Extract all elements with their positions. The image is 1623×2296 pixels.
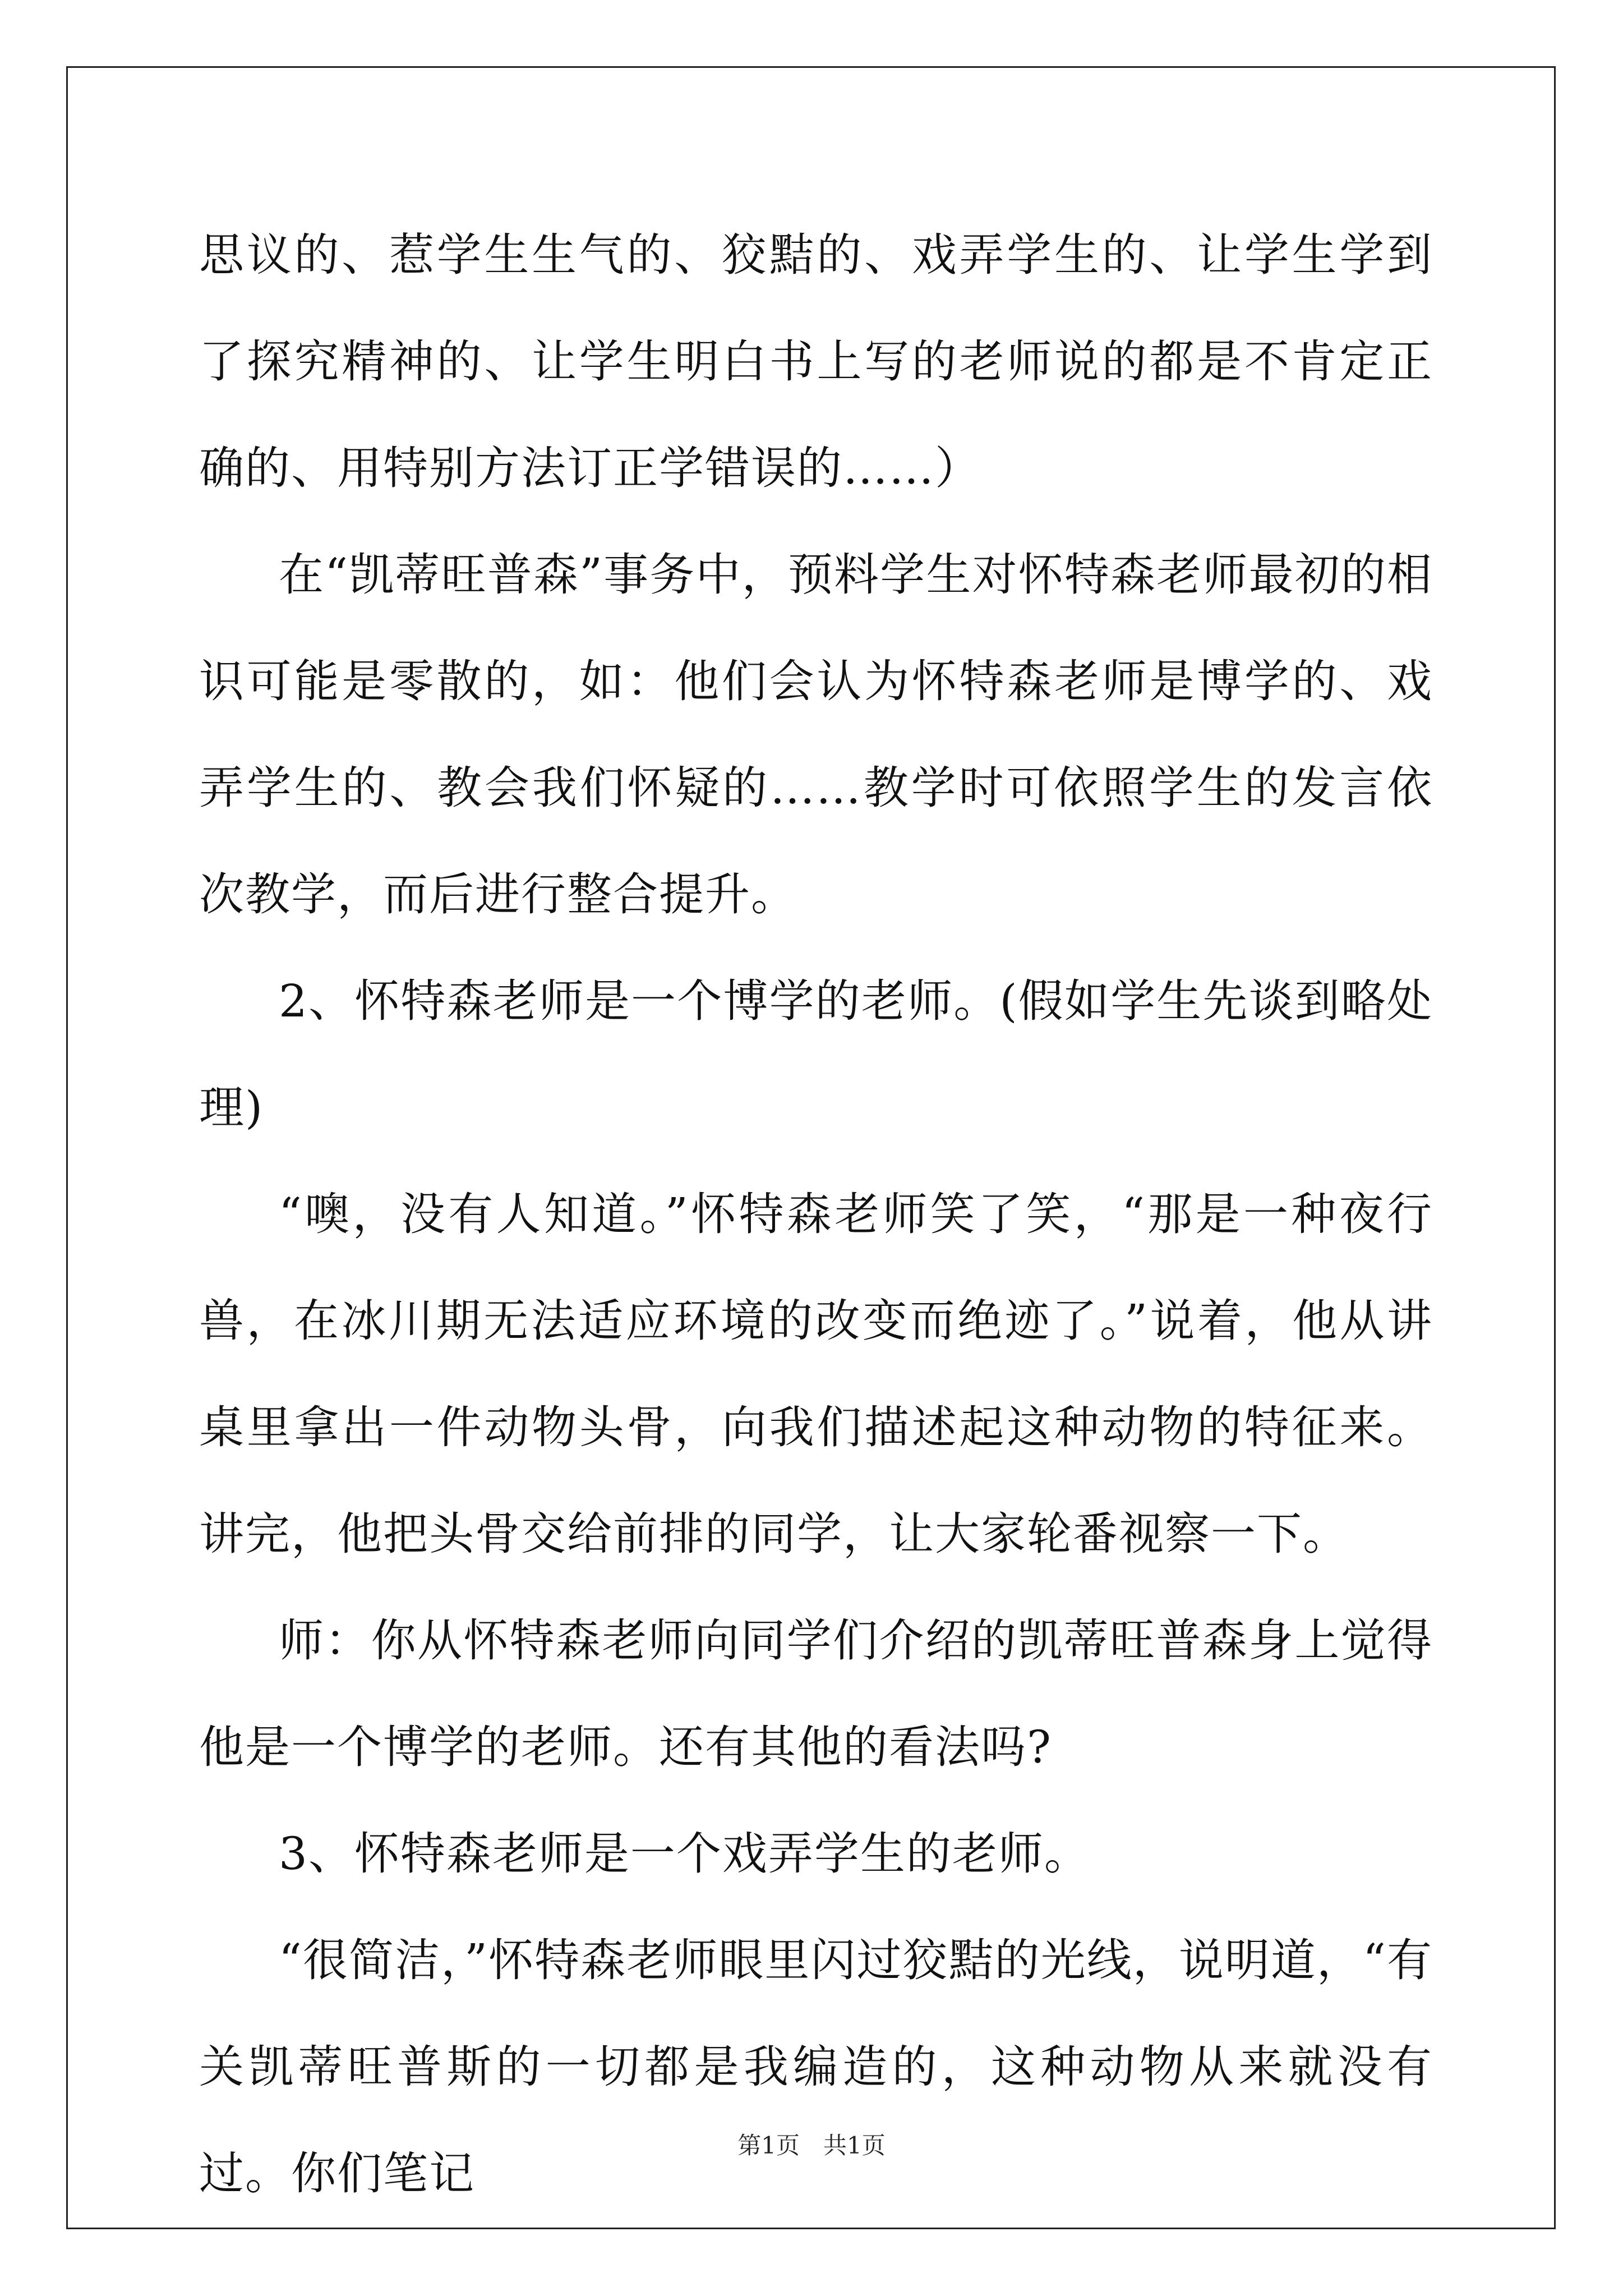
paragraph-4: “噢，没有人知道。”怀特森老师笑了笑，“那是一种夜行兽，在冰川期无法适应环境的改变而绝迹了。”说着，他从讲桌里拿出一件动物头骨，向我们描述起这种动物的特征来。讲完，他把头骨交给前排的同学，让大家轮番视察一下。 (199, 1188, 1433, 1560)
paragraph-2: 在“凯蒂旺普森”事务中，预料学生对怀特森老师最初的相识可能是零散的，如：他们会认为怀特森老师是博学的、戏弄学生的、教会我们怀疑的……教学时可依照学生的发言依次教学，而后进行整合提升。 (199, 549, 1433, 921)
paragraph-1: 思议的、惹学生生气的、狡黠的、戏弄学生的、让学生学到了探究精神的、让学生明白书上写的老师说的都是不肯定正确的、用特别方法订正学错误的……） (199, 229, 1433, 494)
paragraph-5: 师：你从怀特森老师向同学们介绍的凯蒂旺普森身上觉得他是一个博学的老师。还有其他的看法吗? (199, 1614, 1433, 1773)
paragraph-3: 2、怀特森老师是一个博学的老师。(假如学生先谈到略处理) (199, 975, 1433, 1134)
document-body (199, 202, 1433, 2227)
paragraph-7: “很简洁，”怀特森老师眼里闪过狡黠的光线，说明道，“有关凯蒂旺普斯的一切都是我编造的，这种动物从来就没有过。你们笔记 (199, 1934, 1433, 2200)
page-footer: 第1页 共1页 (737, 2132, 886, 2159)
paragraph-6: 3、怀特森老师是一个戏弄学生的老师。 (279, 1828, 1090, 1880)
